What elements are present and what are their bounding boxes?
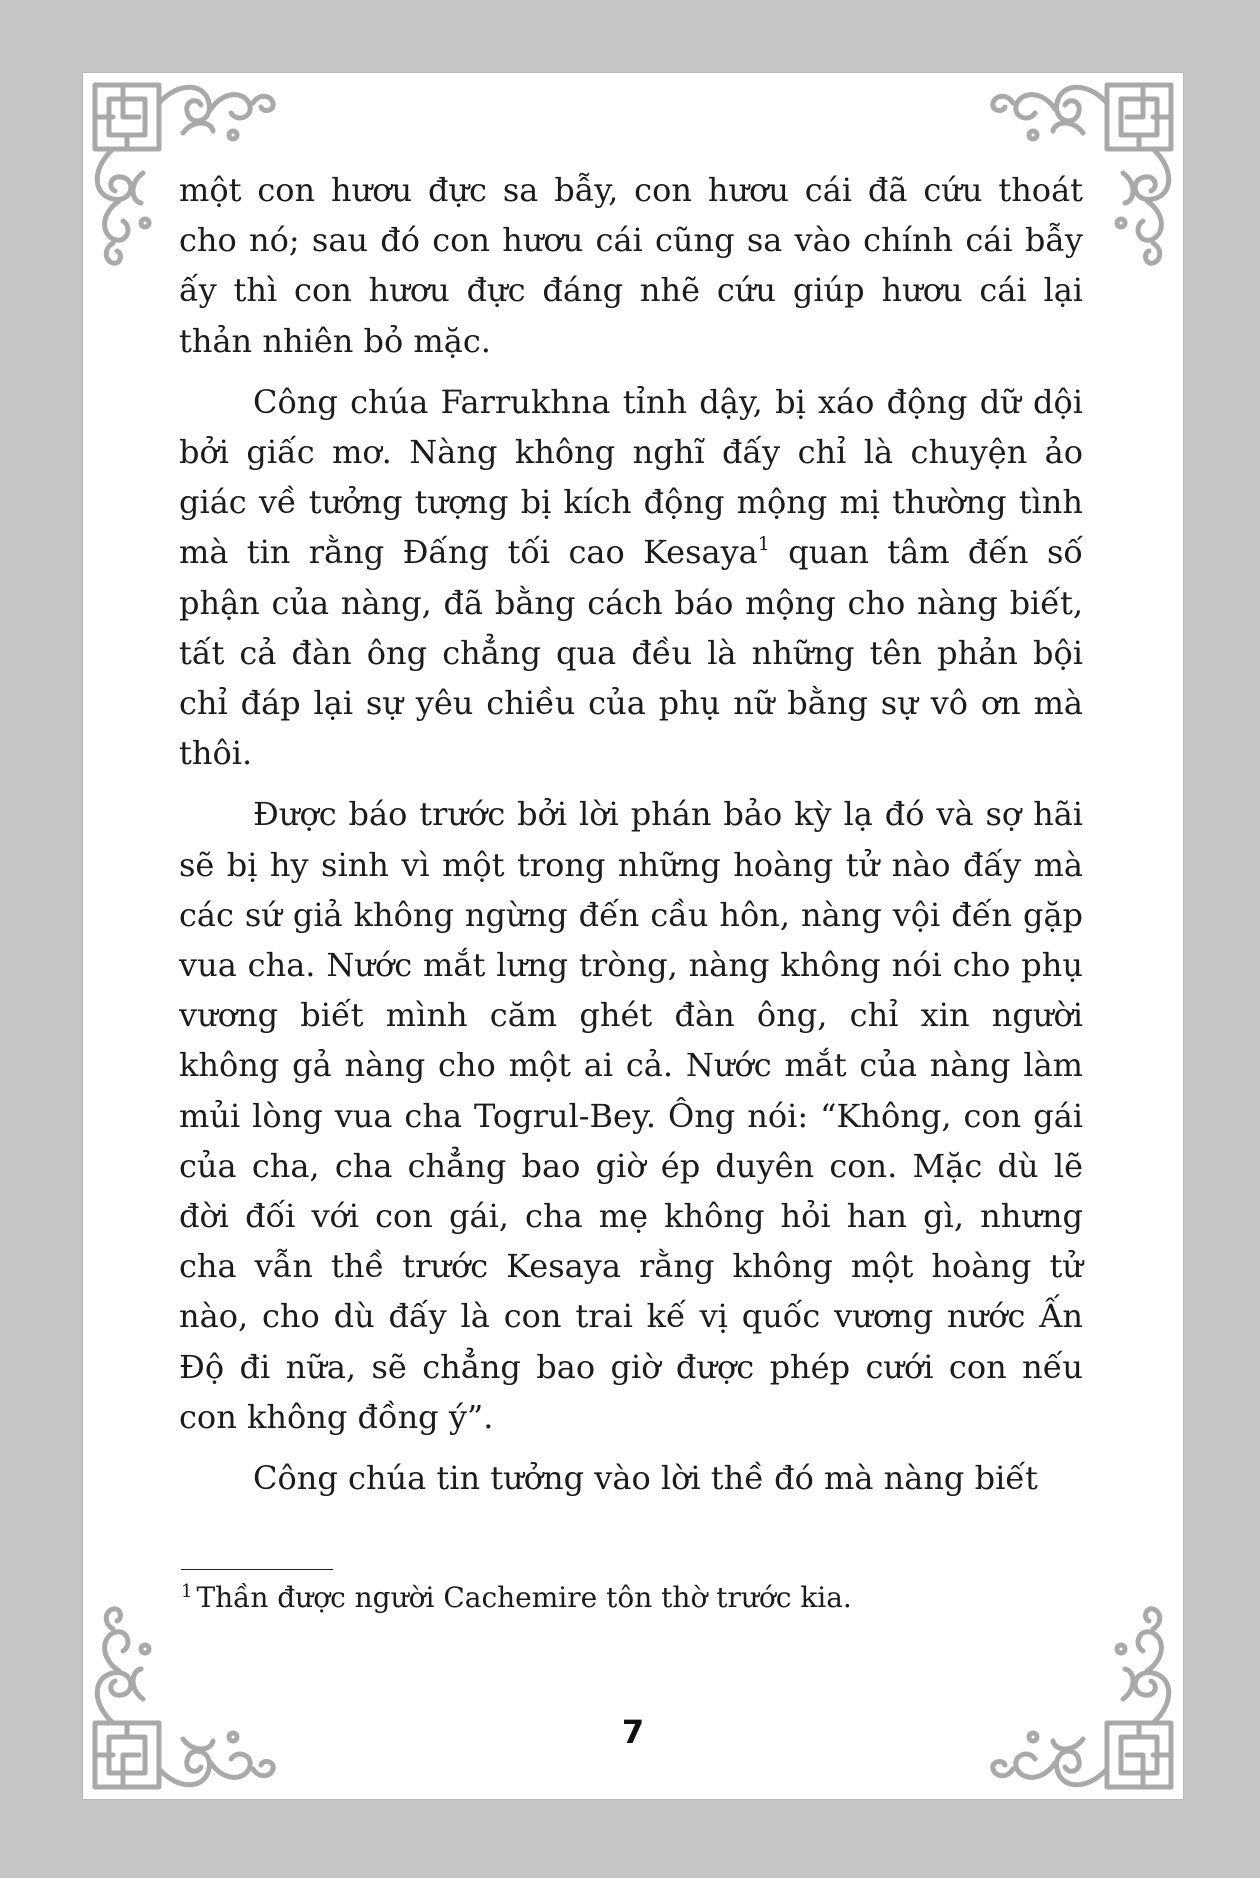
footnote-text: Thần được người Cachemire tôn thờ trước kia. bbox=[196, 1581, 852, 1614]
paragraph-oath: Công chúa tin tưởng vào lời thề đó mà nàng biết bbox=[253, 1459, 1038, 1498]
body-text bbox=[179, 165, 1083, 1503]
footnote-mark: 1 bbox=[181, 1581, 193, 1602]
footnote-divider bbox=[181, 1569, 333, 1570]
paragraph-dream-text-end: quan tâm đến số phận của nàng, đã bằng cách báo mộng cho nàng biết, tất cả đàn ông chẳng qua đều là những tên phản bội chỉ đáp lại sự yêu chiều của phụ nữ bằng sự vô ơn mà thôi. bbox=[179, 533, 1083, 773]
paragraph-dream bbox=[179, 377, 1083, 779]
paragraph-continuation: một con hươu đực sa bẫy, con hươu cái đã cứu thoát cho nó; sau đó con hươu cái cũng sa vào chính cái bẫy ấy thì con hươu đực đáng nhẽ cứu giúp hươu cái lại thản nhiên bỏ mặc. bbox=[179, 171, 1083, 360]
paragraph-dream-text: Công chúa Farrukhna tỉnh dậy, bị xáo động dữ dội bởi giấc mơ. Nàng không nghĩ đấy chỉ là chuyện ảo giác về tưởng tượng bị kích động mộng mị thường tình mà tin rằng Đấng tối cao Kesaya bbox=[179, 382, 1083, 572]
paragraph-king: Được báo trước bởi lời phán bảo kỳ lạ đó và sợ hãi sẽ bị hy sinh vì một trong những hoàng tử nào đấy mà các sứ giả không ngừng đến cầu hôn, nàng vội đến gặp vua cha. Nước mắt lưng tròng, nàng không nói cho phụ vương biết mình căm ghét đàn ông, chỉ xin người không gả nàng cho một ai cả. Nước mắt của nàng làm mủi lòng vua cha Togrul-Bey. Ông nói: “Không, con gái của cha, cha chẳng bao giờ ép duyên con. Mặc dù lẽ đời đối với con gái, cha mẹ không hỏi han gì, nhưng cha vẫn thề trước Kesaya rằng không một hoàng tử nào, cho dù đấy là con trai kế vị quốc vương nước Ấn Độ đi nữa, sẽ chẳng bao giờ được phép cưới con nếu con không đồng ý”. bbox=[179, 795, 1083, 1436]
ornament-bottom-right-icon bbox=[983, 1599, 1183, 1799]
footnote-reference: 1 bbox=[757, 533, 770, 556]
book-page bbox=[82, 72, 1184, 1800]
footnote bbox=[181, 1581, 1081, 1615]
page-number: 7 bbox=[621, 1713, 645, 1751]
ornament-bottom-left-icon bbox=[83, 1599, 283, 1799]
